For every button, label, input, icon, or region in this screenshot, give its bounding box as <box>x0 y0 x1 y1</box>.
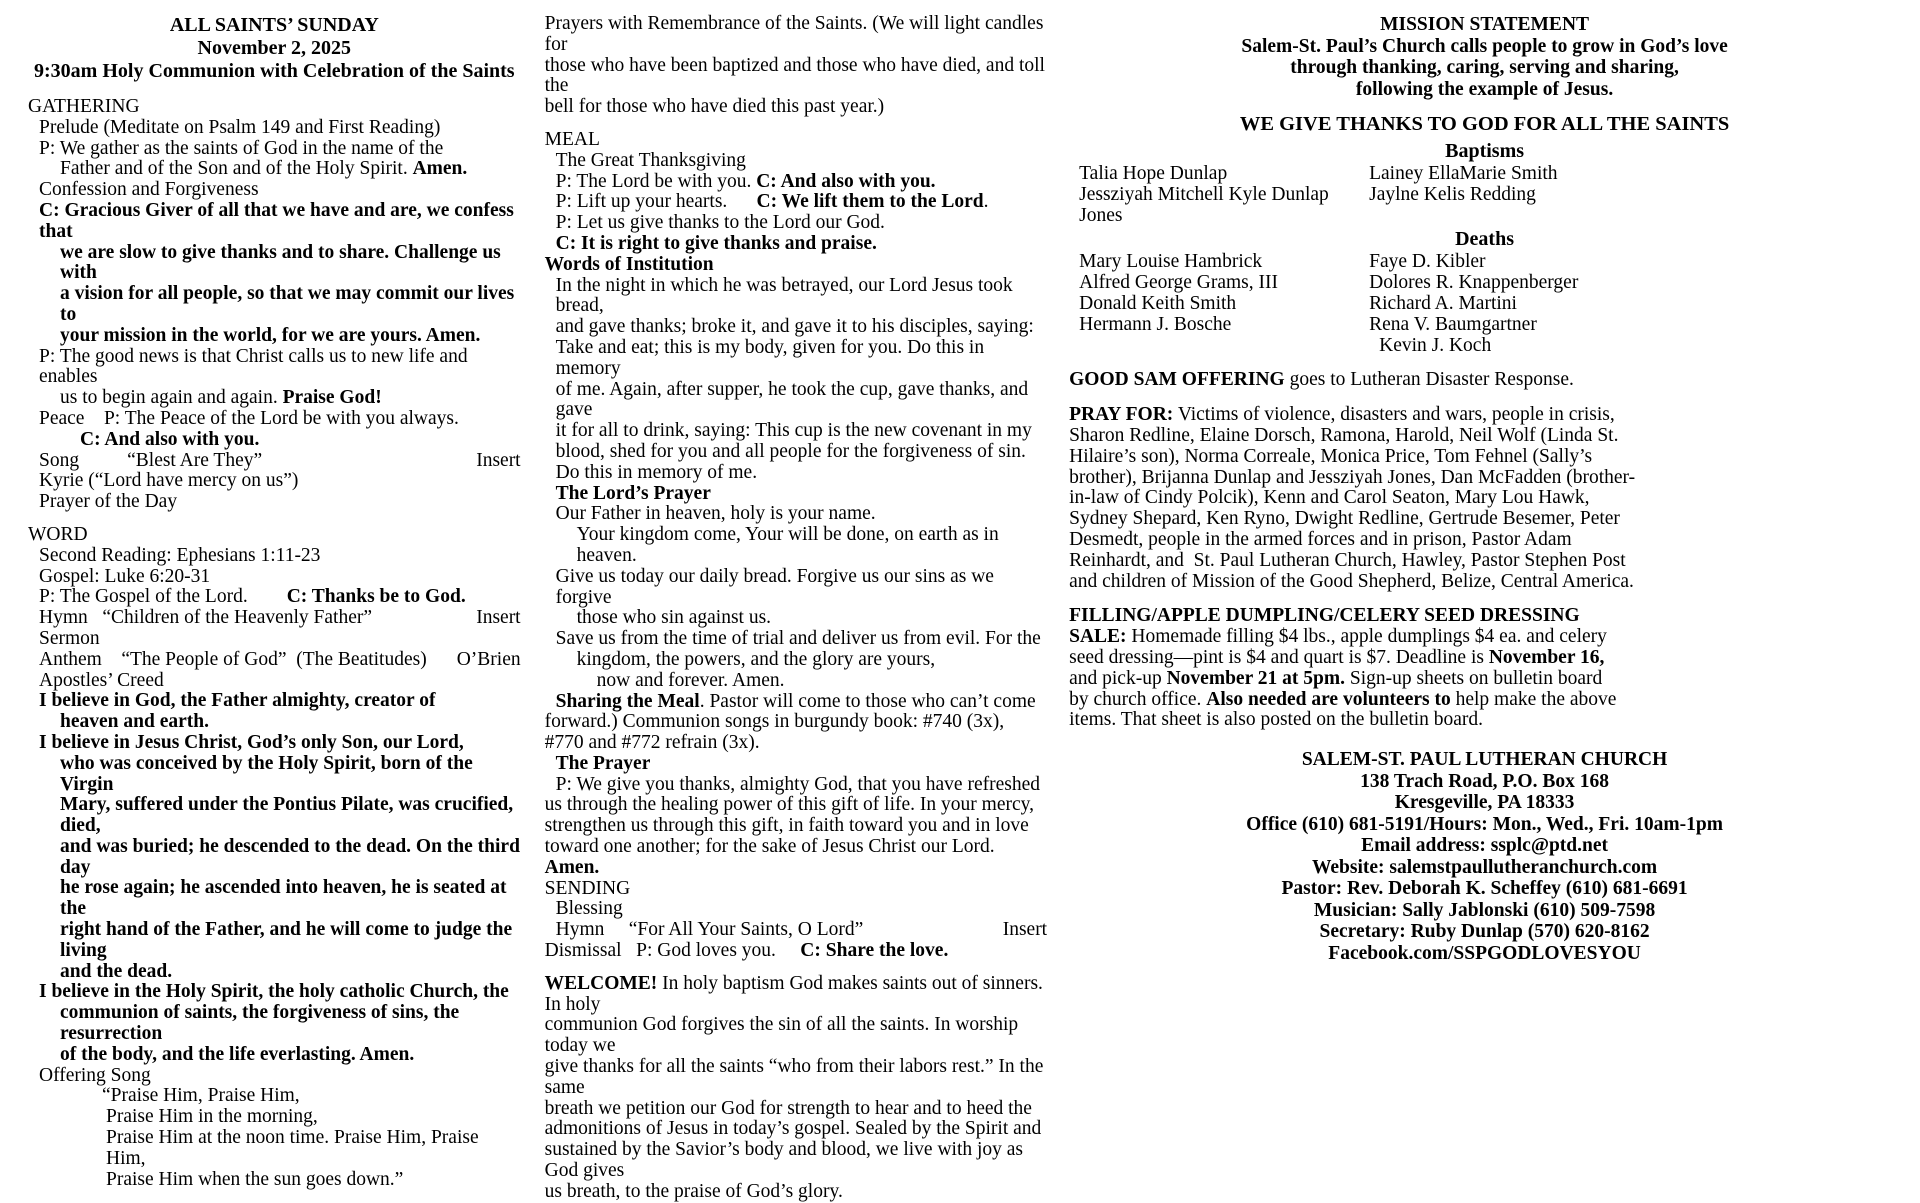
words-of-institution-text: In the night in which he was betrayed, our Lord Jesus took bread, and gave thanks; broke it, and gave it to his disciples, saying: Take and eat; this is my body, given for you. Do this in memory of me. Again, after supper, he took the cup, gave thanks, and gave it for all to drink, saying: This cup is the new covenant in my blood, shed for you and all people for the forgiveness of sin. Do this in memory of me. <box>555 274 1034 483</box>
confession-line-4: your mission in the world, for we are yours. Amen. <box>60 324 481 346</box>
service-title: ALL SAINTS’ SUNDAY <box>169 14 379 36</box>
the-prayer-text: P: We give you thanks, almighty God, that you have refreshed us through the healing power of this gift of life. In your mercy, strengthen us through this gift, in faith toward you and in love toward one another; for the sake of Jesus Christ our Lord. Amen. <box>544 773 1040 878</box>
greeting-line-2: Father and of the Son and of the Holy Spirit. Amen. <box>60 158 468 180</box>
church-email[interactable]: Email address: ssplc@ptd.net <box>1361 835 1609 857</box>
great-thanksgiving-line-4: C: It is right to give thanks and praise. <box>555 232 877 254</box>
baptism-row: Talia Hope Dunlap Lainey EllaMarie Smith <box>1079 163 1558 184</box>
sharing-the-meal-line-1: Sharing the Meal. Pastor will come to those who can’t come <box>555 690 1036 712</box>
peace-line-2: C: And also with you. <box>80 428 260 450</box>
the-prayer-heading: The Prayer <box>555 752 651 774</box>
deaths-list <box>1069 252 1900 356</box>
lords-prayer-text: Our Father in heaven, holy is your name. Your kingdom come, Your will be done, on earth as in heaven. Give us today our daily bread. Forgive us our sins as we forgive those who sin against us. Save us from the time of trial and deliver us from evil. For the kingdom, the powers, and the glory are yours, now and forever. Amen. <box>555 503 1041 691</box>
hymn-label: Hymn “Children of the Heavenly Father” <box>39 607 373 629</box>
section-gathering-heading: GATHERING <box>28 96 140 117</box>
offering-song-text: “Praise Him, Praise Him, Praise Him in the morning, Praise Him at the noon time. Praise Him, Praise Him, Praise Him when the sun goes down.” <box>102 1085 484 1190</box>
prayers-remembrance-block: Prayers with Remembrance of the Saints. (We will light candles for those who have been baptized and those who have died, and toll the bell for those who have died this past year.) <box>544 13 1050 118</box>
church-musician: Musician: Sally Jablonski (610) 509-7598 <box>1313 899 1656 921</box>
section-meal-heading: MEAL <box>544 128 600 150</box>
pray-for-block: PRAY FOR: Victims of violence, disasters and wars, people in crisis, Sharon Redline, Elaine Dorsch, Ramona, Harold, Neil Wolf (Linda St. Hilaire’s son), Norma Correale, Monica Price, Tom Fehnel (Sally’s brother), Brijanna Dunlap and Jessziyah Jones, Dan McFadden (brother- in-law of Cindy Polcik), Kenn and Carol Seaton, Mary Lou Hawk, Sydney Shepard, Ken Ryno, Dwight Redline, Gertrude Besemer, Peter Desmedt, people in the armed forces and in prison, Pastor Adam Reinhardt, and St. Paul Lutheran Church, Hawley, Pastor Stephen Post and children of Mission of the Good Shepherd, Belize, Central America. <box>1069 404 1636 592</box>
death-row: Hermann J. Bosche Rena V. Baumgartner <box>1079 313 1537 335</box>
sending-hymn-note: Insert <box>1002 919 1048 941</box>
great-thanksgiving-label: The Great Thanksgiving <box>555 149 746 171</box>
baptisms-heading: Baptisms <box>1445 140 1525 162</box>
church-address-line-1: 138 Trach Road, P.O. Box 168 <box>1360 770 1609 792</box>
confession-line-2: we are slow to give thanks and to share. Challenge us with <box>60 241 506 284</box>
welcome-paragraph: WELCOME! In holy baptism God makes saints out of sinners. In holy communion God forgives the sin of all the saints. In worship today we give thanks for all the saints “who from their labors rest.” In the same breath we petition our God for strength to hear and to heed the admonitions of Jesus in today’s gospel. Sealed by the Spirit and sustained by the Savior’s body and blood, we live with joy as God gives us breath, to the praise of God’s glory. <box>544 972 1049 1202</box>
church-facebook[interactable]: Facebook.com/SSPGODLOVESYOU <box>1328 942 1641 964</box>
church-contact-block <box>1069 749 1900 964</box>
baptism-row: Jessziyah Mitchell Kyle Dunlap Jones Jaylne Kelis Redding <box>1079 183 1536 226</box>
we-give-thanks-heading: WE GIVE THANKS TO GOD FOR ALL THE SAINTS <box>1239 113 1730 135</box>
sharing-the-meal-line-2: forward.) Communion songs in burgundy book: #740 (3x), <box>544 711 1005 733</box>
kyrie-line: Kyrie (“Lord have mercy on us”) <box>39 470 299 492</box>
fundraiser-sale-heading: FILLING/APPLE DUMPLING/CELERY SEED DRESSING <box>1069 605 1580 627</box>
gospel-response-line: P: The Gospel of the Lord. C: Thanks be to God. <box>39 586 466 608</box>
column-announcements <box>1059 14 1910 1166</box>
mission-statement-block: MISSION STATEMENT Salem-St. Paul’s Church calls people to grow in God’s love through thanking, caring, serving and sharing, following the example of Jesus. <box>1069 14 1900 100</box>
great-thanksgiving-line-2: P: Lift up your hearts. C: We lift them to the Lord. <box>555 191 989 213</box>
sharing-the-meal-line-3: #770 and #772 refrain (3x). <box>544 732 760 754</box>
offering-song-label: Offering Song <box>39 1064 151 1086</box>
church-pastor: Pastor: Rev. Deborah K. Scheffey (610) 681-6691 <box>1281 878 1688 900</box>
anthem-row <box>39 650 521 671</box>
apostles-creed-text: I believe in God, the Father almighty, creator of heaven and earth. I believe in Jesus Christ, God’s only Son, our Lord, who was conceived by the Holy Spirit, born of the Virgin Mary, suffered under the Pontius Pilate, was crucified, died, and was buried; he descended to the dead. On the third day he rose again; he ascended into heaven, he is seated at the right hand of the Father, and he will come to judge the living and the dead. I believe in the Holy Spirit, the holy catholic Church, the communion of saints, the forgiveness of sins, the resurrection of the body, and the life everlasting. Amen. <box>39 690 525 1065</box>
song-row <box>39 451 521 472</box>
deaths-heading: Deaths <box>1455 228 1514 251</box>
apostles-creed-label: Apostles’ Creed <box>39 669 164 691</box>
death-row: Donald Keith Smith Richard A. Martini <box>1079 292 1517 314</box>
section-word-heading: WORD <box>28 523 88 545</box>
service-date: November 2, 2025 <box>197 37 352 59</box>
column-order-of-service <box>10 14 535 1190</box>
sermon-line: Sermon <box>39 627 100 649</box>
song-label: Song “Blest Are They” <box>39 449 263 471</box>
baptisms-list <box>1069 164 1900 226</box>
church-secretary: Secretary: Ruby Dunlap (570) 620-8162 <box>1319 921 1650 943</box>
hymn-row <box>39 608 521 629</box>
good-sam-offering-block: GOOD SAM OFFERING goes to Lutheran Disaster Response. <box>1069 369 1574 391</box>
service-title-block <box>28 14 521 83</box>
section-sending-heading: SENDING <box>544 877 631 899</box>
greeting-line-1: P: We gather as the saints of God in the name of the <box>39 137 444 159</box>
column-meal-sending <box>535 13 1060 1202</box>
sending-hymn-label: Hymn “For All Your Saints, O Lord” <box>555 919 864 941</box>
sending-hymn-row <box>556 920 1048 941</box>
death-row: Mary Louise Hambrick Faye D. Kibler <box>1079 251 1486 273</box>
confession-label: Confession and Forgiveness <box>39 179 259 201</box>
second-reading-line: Second Reading: Ephesians 1:11-23 <box>39 544 321 566</box>
hymn-note: Insert <box>476 607 521 629</box>
dismissal-line: Dismissal P: God loves you. C: Share the love. <box>544 940 949 962</box>
service-subtitle: 9:30am Holy Communion with Celebration of the Saints <box>34 60 515 82</box>
great-thanksgiving-line-3: P: Let us give thanks to the Lord our God. <box>555 212 885 234</box>
prayer-of-the-day-line: Prayer of the Day <box>39 491 178 513</box>
confession-line-3: a vision for all people, so that we may commit our lives to <box>60 283 520 325</box>
death-row: Alfred George Grams, III Dolores R. Knappenberger <box>1079 272 1579 294</box>
anthem-label: Anthem “The People of God” (The Beatitudes) <box>39 648 427 670</box>
great-thanksgiving-line-1: P: The Lord be with you. C: And also with you. <box>555 170 936 192</box>
gospel-line: Gospel: Luke 6:20-31 <box>39 565 211 587</box>
blessing-line: Blessing <box>555 898 623 920</box>
fundraiser-sale-block: FILLING/APPLE DUMPLING/CELERY SEED DRESSING SALE: Homemade filling $4 lbs., apple dumplings $4 ea. and celery seed dressing—pint is $4 and quart is $7. Deadline is November 16, and pick-up November 21 at 5pm. Sign-up sheets on bulletin board by church office. Also needed are volunteers to help make the above items. That sheet is also posted on the bulletin board. <box>1069 606 1900 731</box>
words-of-institution-heading: Words of Institution <box>544 253 714 275</box>
church-office-hours: Office (610) 681-5191/Hours: Mon., Wed., Fri. 10am-1pm <box>1246 813 1723 835</box>
good-news-line-1: P: The good news is that Christ calls us to new life and enables <box>39 345 473 388</box>
church-name: SALEM-ST. PAUL LUTHERAN CHURCH <box>1301 749 1668 771</box>
peace-line-1: Peace P: The Peace of the Lord be with you always. <box>39 407 459 429</box>
lords-prayer-heading: The Lord’s Prayer <box>555 482 711 504</box>
anthem-composer: O’Brien <box>456 648 521 670</box>
good-news-line-2: us to begin again and again. Praise God! <box>60 387 382 409</box>
prelude-line: Prelude (Meditate on Psalm 149 and First Reading) <box>39 116 441 138</box>
death-row: Kevin J. Koch <box>1379 334 1492 356</box>
church-address-line-2: Kresgeville, PA 18333 <box>1394 792 1575 814</box>
church-website[interactable]: Website: salemstpaullutheranchurch.com <box>1311 856 1658 878</box>
mission-statement-heading: MISSION STATEMENT <box>1380 14 1590 35</box>
confession-line-1: C: Gracious Giver of all that we have and are, we confess that <box>39 199 519 242</box>
song-note: Insert <box>476 449 521 471</box>
